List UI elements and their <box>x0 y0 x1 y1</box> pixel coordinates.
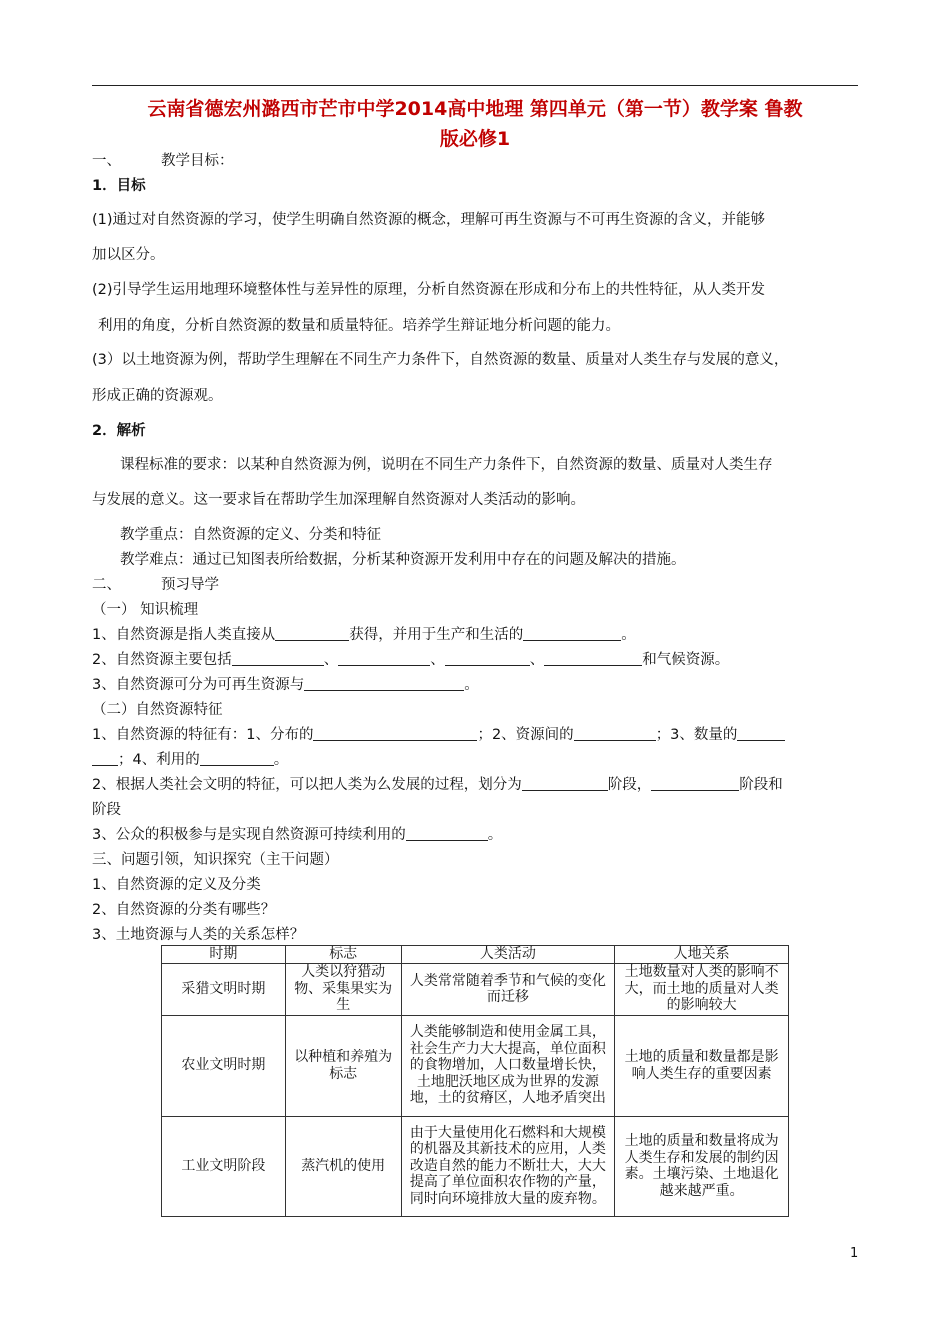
q2-sep: 、 <box>323 652 339 668</box>
f1-text-a: 1、自然资源的特征有：1、分布的 <box>92 727 314 743</box>
fill-blank[interactable] <box>523 626 621 641</box>
table-row <box>162 1116 789 1216</box>
key-point: 教学重点：自然资源的定义、分类和特征 <box>120 527 381 543</box>
q2-sep: 、 <box>430 652 445 668</box>
goal-heading: 1．目标 <box>92 178 146 194</box>
fill-blank[interactable] <box>275 626 349 641</box>
document-title <box>92 94 858 154</box>
table-cell: 土地的质量和数量都是影响人类生存的重要因素 <box>615 1015 789 1116</box>
subsection-1: （一） 知识梳理 <box>92 602 199 618</box>
goal-3-line-a: (3）以土地资源为例，帮助学生理解在不同生产力条件下，自然资源的数量、质量对人类生存与发展的意义， <box>92 352 789 368</box>
section-2-heading <box>92 576 862 594</box>
table-header: 人地关系 <box>615 946 789 964</box>
goal-1-line-b: 加以区分。 <box>92 247 165 263</box>
f1-end: 。 <box>273 752 289 768</box>
table-header: 标志 <box>285 946 401 964</box>
q1-text-b: 获得，并用于生产和生活的 <box>349 627 524 643</box>
land-human-relation-table <box>161 945 789 1217</box>
fill-blank[interactable] <box>304 676 464 691</box>
q2-text: 2、自然资源主要包括 <box>92 652 232 668</box>
question-3 <box>92 676 862 694</box>
table-cell: 以种植和养殖为标志 <box>285 1015 401 1116</box>
title-line-1: 云南省德宏州潞西市芒市中学2014高中地理 第四单元（第一节）教学案 鲁教 <box>147 98 803 120</box>
analysis-line-b: 与发展的意义。这一要求旨在帮助学生加深理解自然资源对人类活动的影响。 <box>92 492 585 508</box>
fill-blank[interactable] <box>200 751 274 766</box>
f2-text-b: 阶段， <box>607 777 652 793</box>
subsection-2: （二）自然资源特征 <box>92 702 223 718</box>
fill-blank[interactable] <box>651 776 739 791</box>
feature-3 <box>92 826 862 844</box>
table-cell: 土地数量对人类的影响不大，而土地的质量对人类的影响较大 <box>615 963 789 1015</box>
fill-blank[interactable] <box>574 726 656 741</box>
f3-text: 3、公众的积极参与是实现自然资源可持续利用的 <box>92 827 406 843</box>
f1-text-c: ；3、数量的 <box>655 727 738 743</box>
problem-3: 3、土地资源与人类的关系怎样？ <box>92 927 305 943</box>
q2-end: 和气候资源。 <box>642 652 730 668</box>
q1-end: 。 <box>621 627 636 643</box>
table-cell: 人类能够制造和使用金属工具，社会生产力大大提高，单位面积的食物增加，人口数量增长快，土地肥沃地区成为世界的发源地，土的贫瘠区，人地矛盾突出 <box>401 1015 615 1116</box>
problem-1: 1、自然资源的定义及分类 <box>92 877 261 893</box>
table-cell: 人类以狩猎动物、采集果实为生 <box>285 963 401 1015</box>
table-cell: 采猎文明时期 <box>162 963 286 1015</box>
title-line-2: 版必修1 <box>439 128 511 150</box>
fill-blank[interactable] <box>737 726 785 741</box>
question-1 <box>92 626 862 644</box>
problem-2: 2、自然资源的分类有哪些？ <box>92 902 276 918</box>
section-1-title: 教学目标： <box>161 153 234 169</box>
fill-blank[interactable] <box>445 651 530 666</box>
table-row <box>162 1015 789 1116</box>
goal-1-line-a: (1)通过对自然资源的学习，使学生明确自然资源的概念，理解可再生资源与不可再生资源的含义，并能够 <box>92 212 766 228</box>
table-cell: 土地的质量和数量将成为人类生存和发展的制约因素。土壤污染、土地退化越来越严重。 <box>615 1116 789 1216</box>
table-row <box>162 963 789 1015</box>
fill-blank[interactable] <box>406 826 488 841</box>
feature-1-line-b <box>92 751 862 769</box>
feature-2-line-a <box>92 776 862 794</box>
table-header: 人类活动 <box>401 946 615 964</box>
goal-2-line-a: (2)引导学生运用地理环境整体性与差异性的原理，分析自然资源在形成和分布上的共性特征，从人类开发 <box>92 282 766 298</box>
q3-end: 。 <box>464 677 479 693</box>
section-2-title: 预习导学 <box>161 577 219 593</box>
table-cell: 人类常常随着季节和气候的变化而迁移 <box>401 963 615 1015</box>
fill-blank[interactable] <box>92 751 118 766</box>
q3-text: 3、自然资源可分为可再生资源与 <box>92 677 305 693</box>
analysis-heading: 2．解析 <box>92 423 146 439</box>
feature-1-line-a <box>92 726 862 744</box>
difficult-point: 教学难点：通过已知图表所给数据，分析某种资源开发利用中存在的问题及解决的措施。 <box>120 552 686 568</box>
top-rule <box>92 85 858 86</box>
f1-text-b: ；2、资源间的 <box>477 727 574 743</box>
f1-text-d: ；4、利用的 <box>118 752 200 768</box>
q1-text-a: 1、自然资源是指人类直接从 <box>92 627 276 643</box>
table-cell: 农业文明时期 <box>162 1015 286 1116</box>
page-number: 1 <box>850 1246 859 1261</box>
section-3-heading: 三、问题引领，知识探究（主干问题） <box>92 852 339 868</box>
question-2 <box>92 651 862 669</box>
f2-text-a: 2、根据人类社会文明的特征，可以把人类为么发展的过程，划分为 <box>92 777 522 793</box>
section-1-heading <box>92 152 862 170</box>
f2-text-c: 阶段和 <box>739 777 783 793</box>
table-cell: 蒸汽机的使用 <box>285 1116 401 1216</box>
fill-blank[interactable] <box>544 651 642 666</box>
feature-2-line-b: 阶段 <box>92 802 121 818</box>
table-cell: 工业文明阶段 <box>162 1116 286 1216</box>
q2-sep: 、 <box>529 652 545 668</box>
section-1-number: 一、 <box>92 153 121 169</box>
fill-blank[interactable] <box>232 651 324 666</box>
analysis-line-a: 课程标准的要求：以某种自然资源为例，说明在不同生产力条件下，自然资源的数量、质量对人类生存 <box>120 457 773 473</box>
fill-blank[interactable] <box>338 651 430 666</box>
goal-2-line-b: 利用的角度，分析自然资源的数量和质量特征。培养学生辩证地分析问题的能力。 <box>98 318 620 334</box>
section-2-number: 二、 <box>92 577 121 593</box>
table-cell: 由于大量使用化石燃料和大规模的机器及其新技术的应用，人类改造自然的能力不断壮大，大大提高了单位面积农作物的产量，同时向环境排放大量的废弃物。 <box>401 1116 615 1216</box>
f3-end: 。 <box>487 827 503 843</box>
fill-blank[interactable] <box>313 726 477 741</box>
goal-3-line-b: 形成正确的资源观。 <box>92 388 223 404</box>
fill-blank[interactable] <box>522 776 608 791</box>
table-header: 时期 <box>162 946 286 964</box>
table-header-row <box>162 946 789 964</box>
